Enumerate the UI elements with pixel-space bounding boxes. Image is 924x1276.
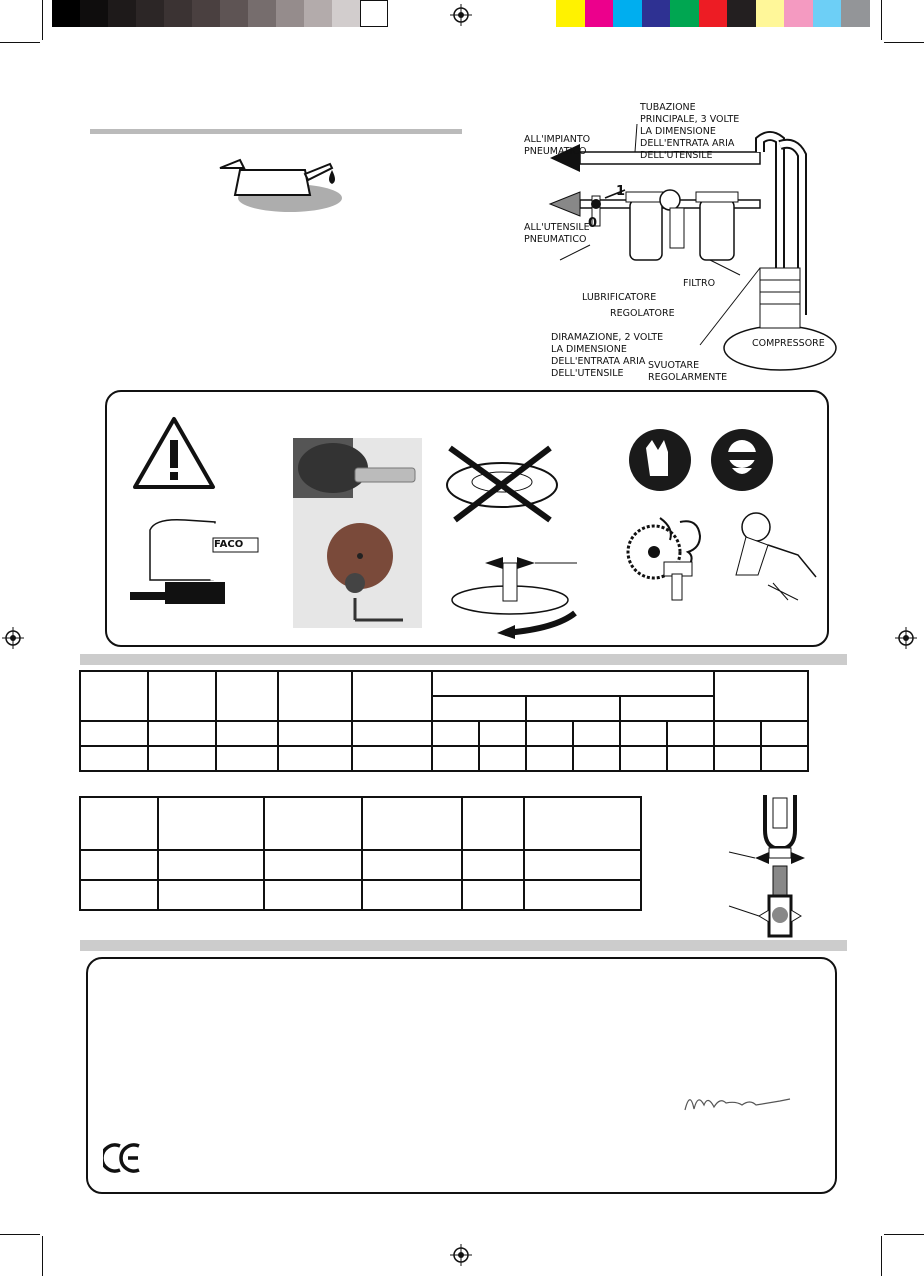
warning-icon [132,416,216,490]
valve-off-label: 0 [588,216,598,231]
gray-swatch [108,0,136,27]
color-swatch [813,0,842,27]
table-row [80,797,641,850]
regulator-label: REGOLATORE [610,308,675,319]
gray-swatch [220,0,248,27]
lubricator-label: LUBRIFICATORE [582,292,657,303]
section-bar [80,654,847,665]
table-cell [432,671,714,696]
color-swatch [613,0,642,27]
spec-table-2 [79,796,642,911]
table-row [80,721,808,746]
color-swatch [756,0,785,27]
crop-mark [881,0,882,40]
oil-can-icon [210,150,345,215]
registration-mark-icon [2,627,24,649]
crop-mark [0,42,40,43]
gray-swatch [192,0,220,27]
grinder-tool-illustration [125,510,265,610]
table-cell [526,696,620,721]
table-cell [278,671,352,721]
color-swatch [642,0,671,27]
color-swatch [784,0,813,27]
section-bar [80,940,847,951]
compressor-label: COMPRESSORE [752,338,825,349]
table-row [80,850,641,880]
gray-swatch [248,0,276,27]
color-swatch [670,0,699,27]
gray-swatch [164,0,192,27]
disc-rotation-illustration [445,545,585,640]
table-row [80,880,641,910]
table-cell [620,696,714,721]
color-swatch [699,0,728,27]
color-swatch [585,0,614,27]
crop-mark [42,0,43,40]
crop-mark [881,1236,882,1276]
spindle-wrench-illustration [725,790,815,940]
gray-swatch [360,0,388,27]
table-row [80,746,808,771]
ear-hammer-icon [660,512,710,602]
crop-mark [42,1236,43,1276]
gray-swatch [304,0,332,27]
registration-mark-icon [450,1244,472,1266]
gray-swatch [80,0,108,27]
welder-icon [728,505,824,605]
spec-table-1 [79,670,809,772]
tool-brand-label: FACO [214,539,244,550]
gray-swatch [52,0,80,27]
crop-mark [884,1234,924,1235]
ce-mark-icon [103,1142,143,1174]
to-tool-label: ALL'UTENSILE PNEUMATICO [524,222,590,245]
crop-mark [884,42,924,43]
color-swatch [556,0,585,27]
signature [680,1085,800,1125]
gray-swatch [332,0,360,27]
drain-label: SVUOTARE REGOLARMENTE [648,360,728,383]
no-damaged-disc-icon [440,440,565,525]
crop-mark [0,1234,40,1235]
gray-swatch [136,0,164,27]
color-swatch [841,0,870,27]
color-swatch [727,0,756,27]
registration-mark-icon [895,627,917,649]
disc-mounting-photo [293,438,422,628]
declaration-box [86,957,837,1194]
goggles-icon [710,428,774,492]
to-system-label: ALL'IMPIANTO PNEUMATICO [524,134,591,157]
registration-mark-icon [450,4,472,26]
gloves-icon [628,428,692,492]
table-cell [80,671,148,721]
filter-label: FILTRO [683,278,716,289]
table-cell [148,671,216,721]
table-cell [432,696,526,721]
valve-on-label: 1 [616,184,626,199]
gray-swatch [276,0,304,27]
section-divider [90,129,462,134]
table-cell [714,671,808,721]
table-cell [352,671,432,721]
main-pipe-label: TUBAZIONE PRINCIPALE, 3 VOLTE LA DIMENSIONE DELL'ENTRATA ARIA DELL'UTENSILE [640,102,740,161]
table-cell [216,671,278,721]
branch-label: DIRAMAZIONE, 2 VOLTE LA DIMENSIONE DELL'ENTRATA ARIA DELL'UTENSILE [551,332,664,379]
